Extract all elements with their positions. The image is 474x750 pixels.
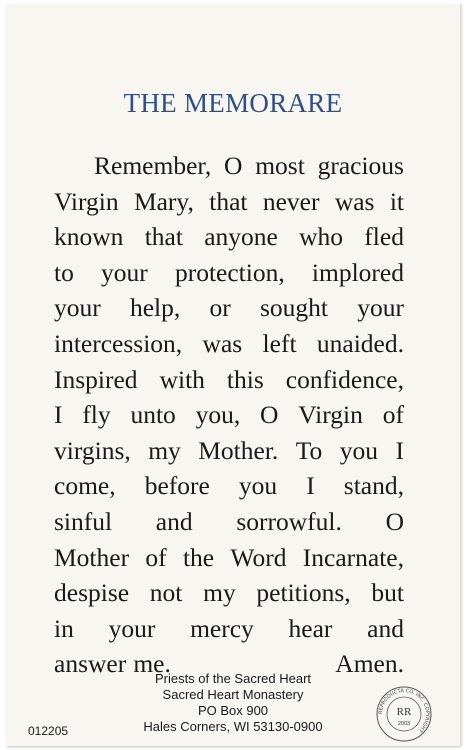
- prayer-word: stand,: [343, 471, 404, 501]
- prayer-word: of: [382, 400, 404, 430]
- prayer-word: not: [149, 578, 183, 608]
- prayer-line: [54, 397, 404, 433]
- prayer-word: petitions,: [256, 578, 351, 608]
- prayer-word: anyone: [204, 222, 278, 252]
- prayer-title: THE MEMORARE: [123, 88, 343, 118]
- publisher-line-1: Priests of the Sacred Heart: [154, 671, 312, 686]
- prayer-word: and: [367, 613, 404, 643]
- prayer-word: known: [54, 222, 124, 252]
- prayer-word: O: [224, 151, 243, 180]
- prayer-word: with: [159, 364, 205, 394]
- prayer-line: [54, 362, 404, 398]
- prayer-word: unto: [130, 400, 176, 430]
- prayer-word: come,: [54, 471, 116, 501]
- prayer-word: you: [339, 435, 378, 465]
- publisher-line-2: Sacred Heart Monastery: [162, 687, 304, 702]
- prayer-word: before: [144, 471, 210, 501]
- prayer-word: of: [145, 542, 167, 572]
- prayer-word: I: [395, 435, 404, 465]
- prayer-word: implored: [311, 257, 404, 287]
- prayer-line: [54, 540, 404, 576]
- prayer-word: Virgin: [54, 186, 119, 216]
- prayer-word: that: [144, 222, 183, 252]
- prayer-word: your: [357, 293, 404, 323]
- copyright-seal-icon: [374, 684, 434, 744]
- prayer-word: this: [226, 364, 264, 394]
- prayer-word: me.: [133, 649, 171, 679]
- prayer-word: help,: [129, 293, 181, 323]
- prayer-card: [6, 4, 460, 746]
- item-code: 012205: [28, 724, 69, 738]
- publisher-line-4: Hales Corners, WI 53130-0900: [143, 719, 323, 734]
- prayer-word: but: [371, 578, 404, 608]
- prayer-word: your: [108, 613, 156, 643]
- prayer-word: intercession,: [54, 328, 183, 358]
- prayer-word: I: [54, 400, 63, 430]
- prayer-word: sorrowful.: [236, 506, 342, 536]
- prayer-word: you: [238, 471, 278, 501]
- prayer-word: despise: [54, 578, 130, 608]
- svg-text:2003: 2003: [397, 721, 411, 727]
- prayer-word: Mother: [54, 542, 130, 572]
- svg-text:RR: RR: [396, 706, 412, 718]
- prayer-word: most: [255, 151, 305, 180]
- prayer-word: who: [299, 222, 344, 252]
- prayer-word: fly: [82, 400, 111, 430]
- prayer-word: protection,: [174, 257, 285, 287]
- prayer-word: sinful: [54, 506, 113, 536]
- prayer-line: [54, 184, 404, 220]
- prayer-word: the: [182, 542, 215, 572]
- prayer-word: sought: [259, 293, 328, 323]
- prayer-line: [54, 611, 404, 647]
- prayer-word: Inspired: [54, 364, 138, 394]
- prayer-word: your: [101, 257, 148, 287]
- prayer-line: [54, 326, 404, 362]
- prayer-word: Mother.: [198, 435, 279, 465]
- prayer-word: was: [334, 186, 375, 216]
- prayer-line: [54, 504, 404, 540]
- prayer-text: [54, 148, 404, 682]
- prayer-word: gracious: [317, 151, 404, 180]
- prayer-word: virgins,: [54, 435, 131, 465]
- prayer-word: Incarnate,: [302, 542, 404, 572]
- prayer-word: mercy: [190, 613, 254, 643]
- prayer-word: hear: [288, 613, 333, 643]
- prayer-word: unaided.: [316, 328, 404, 358]
- prayer-line: [54, 575, 404, 611]
- prayer-word: fled: [364, 222, 404, 252]
- publisher-line-3: PO Box 900: [197, 703, 269, 718]
- prayer-line: [54, 148, 404, 184]
- prayer-word: Remember,: [94, 151, 212, 180]
- prayer-word: you,: [195, 400, 241, 430]
- prayer-word: never: [262, 186, 320, 216]
- prayer-word: Mary,: [133, 186, 194, 216]
- prayer-word: was: [202, 328, 243, 358]
- prayer-word: Virgin: [298, 400, 363, 430]
- prayer-word: my: [203, 578, 236, 608]
- prayer-line: [54, 468, 404, 504]
- prayer-word: confidence,: [285, 364, 404, 394]
- prayer-word: To: [295, 435, 323, 465]
- prayer-word: or: [209, 293, 231, 323]
- prayer-word: to: [54, 257, 74, 287]
- prayer-word: Word: [230, 542, 287, 572]
- prayer-word: O: [260, 400, 279, 430]
- svg-text:REPRODUCTA CO. INC. COPYRIGHT: REPRODUCTA CO. INC. COPYRIGHT: [377, 687, 431, 734]
- prayer-word: in: [54, 613, 74, 643]
- prayer-line: [54, 290, 404, 326]
- prayer-line: [54, 219, 404, 255]
- prayer-word: O: [385, 506, 404, 536]
- prayer-word: it: [389, 186, 404, 216]
- prayer-word: your: [54, 293, 101, 323]
- prayer-word: left: [262, 328, 297, 358]
- prayer-word: my: [148, 435, 181, 465]
- prayer-line: [54, 433, 404, 469]
- prayer-closing: Amen.: [335, 649, 404, 679]
- prayer-word: and: [155, 506, 193, 536]
- prayer-line: [54, 255, 404, 291]
- prayer-word: I: [306, 471, 315, 501]
- prayer-word: that: [209, 186, 248, 216]
- prayer-word: answer: [54, 649, 127, 679]
